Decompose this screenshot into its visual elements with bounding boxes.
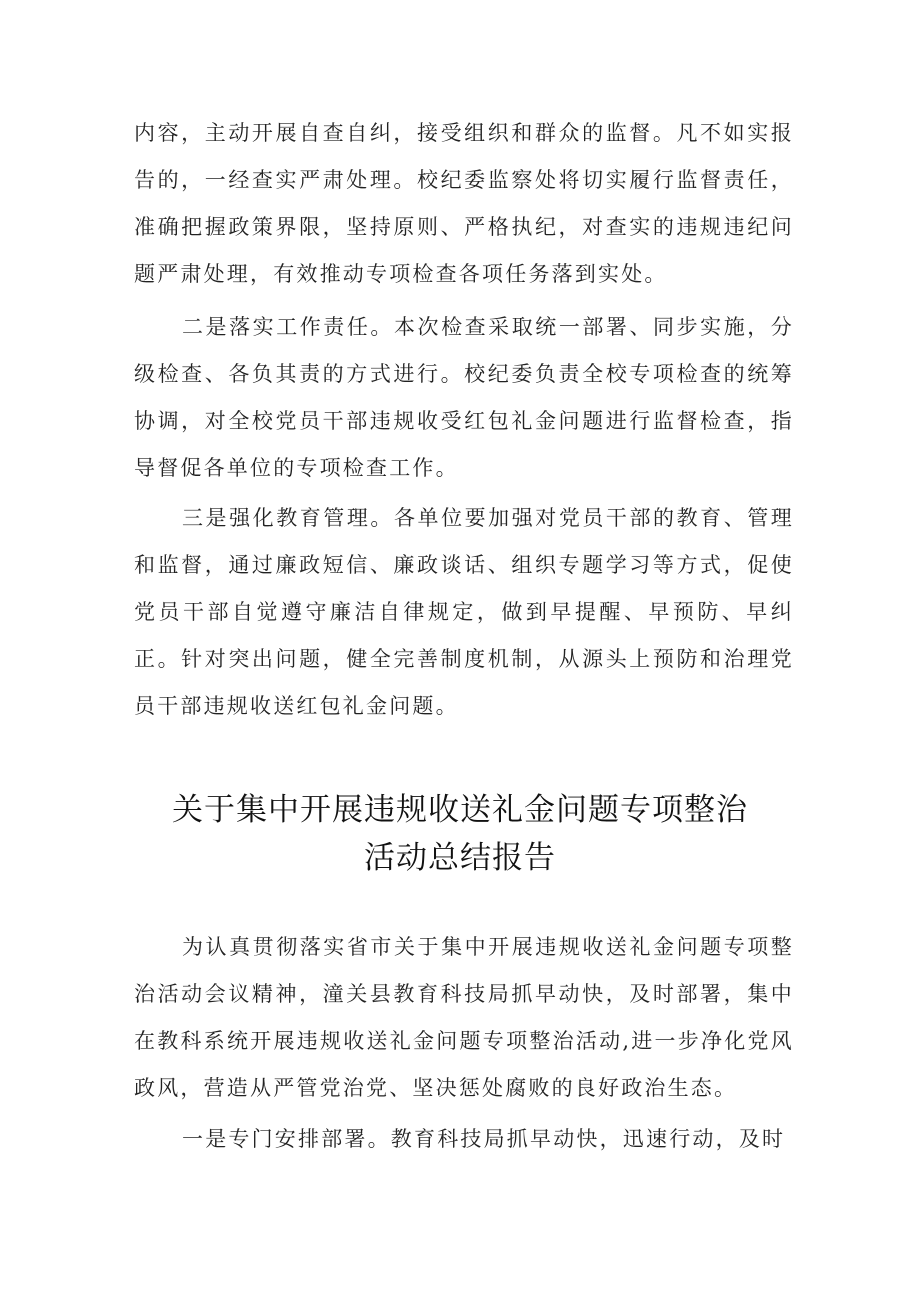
paragraph-deployment: 一是专门安排部署。教育科技局抓早动快，迅速行动，及时 bbox=[182, 1127, 786, 1151]
paragraph-work-responsibility: 二是落实工作责任。本次检查采取统一部署、同步实施，分级检查、各负其责的方式进行。校纪委负责全校专项检查的统筹协调，对全校党员干部违规收受红包礼金问题进行监督检查，指导督促各单位的专项检查工作。 bbox=[134, 315, 794, 480]
report-title-line-2: 活动总结报告 bbox=[364, 840, 556, 876]
report-title-line-1: 关于集中开展违规收送礼金问题专项整治 bbox=[172, 792, 748, 828]
paragraph-education-management: 三是强化教育管理。各单位要加强对党员干部的教育、管理和监督，通过廉政短信、廉政谈话、组织专题学习等方式，促使党员干部自觉遵守廉洁自律规定，做到早提醒、早预防、早纠正。针对突出问题，健全完善制度机制，从源头上预防和治理党员干部违规收送红包礼金问题。 bbox=[134, 506, 794, 718]
paragraph-continuation: 内容，主动开展自查自纠，接受组织和群众的监督。凡不如实报告的，一经查实严肃处理。校纪委监察处将切实履行监督责任，准确把握政策界限，坚持原则、严格执纪，对查实的违规违纪问题严肃处理，有效推动专项检查各项任务落到实处。 bbox=[134, 121, 794, 286]
paragraph-introduction: 为认真贯彻落实省市关于集中开展违规收送礼金问题专项整治活动会议精神，潼关县教育科技局抓早动快，及时部署，集中在教科系统开展违规收送礼金问题专项整治活动,进一步净化党风政风，营造从严管党治党、坚决惩处腐败的良好政治生态。 bbox=[134, 935, 794, 1100]
